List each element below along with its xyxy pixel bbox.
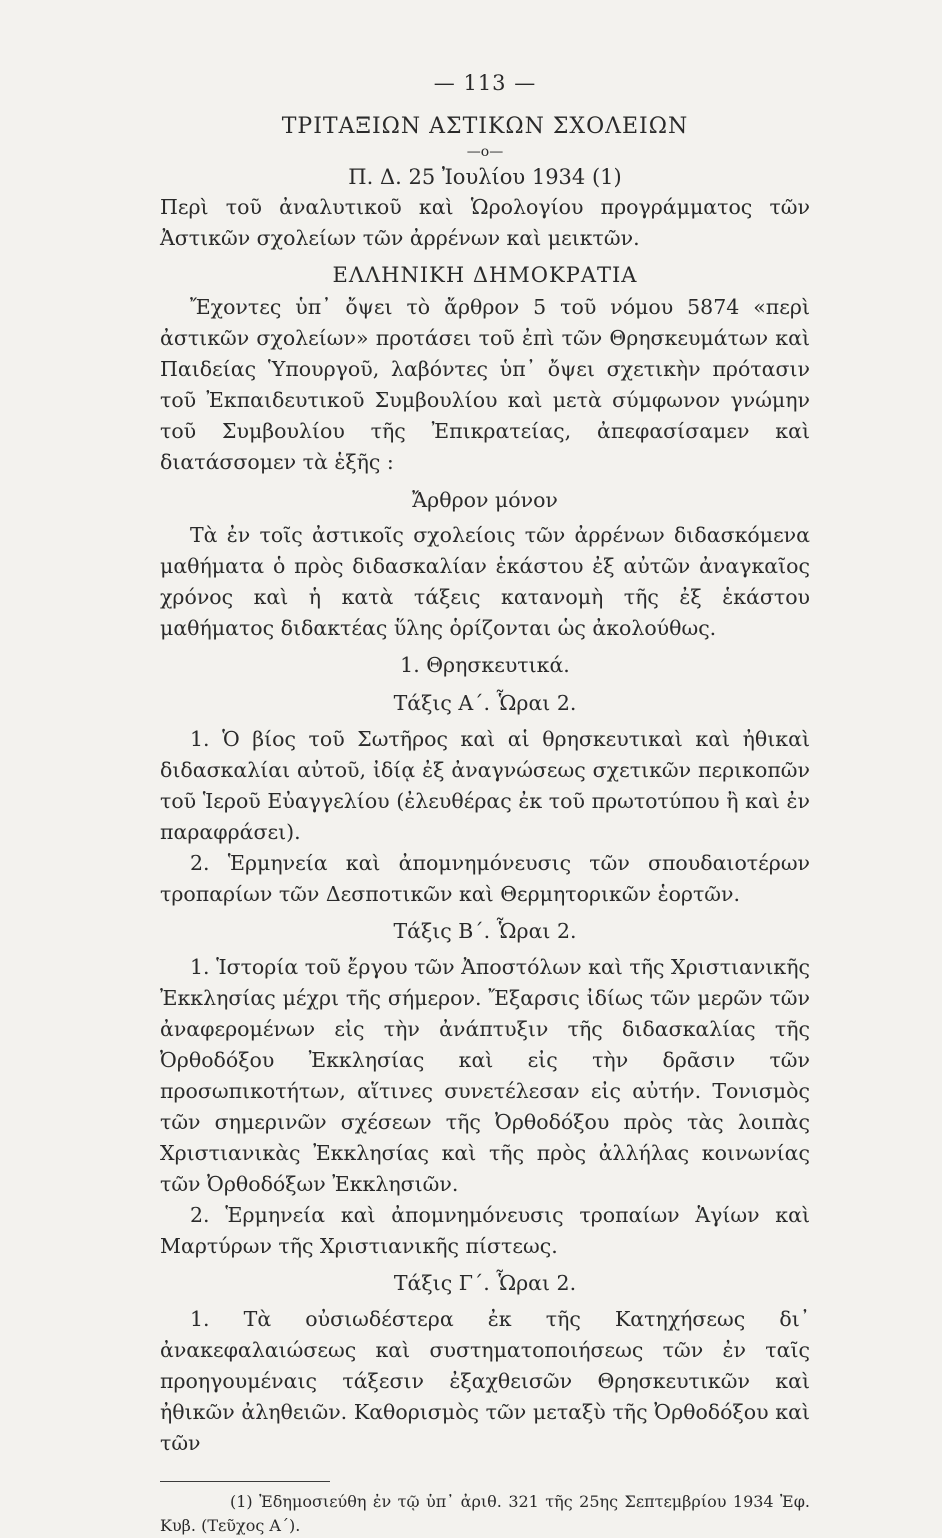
decree-subject: Περὶ τοῦ ἀναλυτικοῦ καὶ Ὡρολογίου προγράμματος τῶν Ἀστικῶν σχολείων τῶν ἀρρένων καὶ μεικτῶν.: [160, 195, 810, 250]
divider: —ο—: [466, 144, 504, 160]
class-a-item-2: 2. Ἑρμηνεία καὶ ἀπομνημόνευσις τῶν σπουδαιοτέρων τροπαρίων τῶν Δεσποτικῶν καὶ Θερμητορικῶν ἑορτῶν.: [160, 851, 810, 906]
class-a-heading: Τάξις Α΄. Ὧραι 2.: [393, 691, 577, 715]
footnote-divider: [160, 1481, 330, 1482]
article-paragraph: Τὰ ἐν τοῖς ἀστικοῖς σχολείοις τῶν ἀρρένων διδασκόμενα μαθήματα ὁ πρὸς διδασκαλίαν ἑκάστου ἐξ αὐτῶν ἀναγκαῖος χρόνος καὶ ἡ κατὰ τάξεις κατανομὴ τῆς ἐξ ἑκάστου μαθήματος διδακτέας ὕλης ὁρίζονται ὡς ἀκολούθως.: [160, 523, 810, 640]
class-c-heading: Τάξις Γ΄. Ὧραι 2.: [393, 1271, 577, 1295]
class-c-item-1: 1. Τὰ οὐσιωδέστερα ἐκ τῆς Κατηχήσεως δι᾿ ἀνακεφαλαιώσεως καὶ συστηματοποιήσεως τῶν ἐν ταῖς προηγουμέναις τάξεσιν ἐξαχθεισῶν Θρησκευτικῶν καὶ ἠθικῶν ἀληθειῶν. Καθορισμὸς τῶν μεταξὺ τῆς Ὀρθοδόξου καὶ τῶν: [160, 1307, 810, 1455]
class-b-item-1: 1. Ἱστορία τοῦ ἔργου τῶν Ἀποστόλων καὶ τῆς Χριστιανικῆς Ἐκκλησίας μέχρι τῆς σήμερον. Ἔξαρσις ἰδίως τῶν μερῶν τῶν ἀναφερομένων εἰς τὴν ἀνάπτυξιν τῆς διδασκαλίας τῆς Ὀρθοδόξου Ἐκκλησίας καὶ εἰς τὴν δρᾶσιν τῶν προσωπικοτήτων, αἵτινες συνετέλεσαν εἰς αὐτήν. Τονισμὸς τῶν σημερινῶν σχέσεων τῆς Ὀρθοδόξου πρὸς τὰς λοιπὰς Χριστιανικὰς Ἐκκλησίας καὶ τῆς πρὸς ἀλλήλας κοινωνίας τῶν Ὀρθοδόξων Ἐκκλησιῶν.: [160, 955, 810, 1196]
class-a-item-1: 1. Ὁ βίος τοῦ Σωτῆρος καὶ αἱ θρησκευτικαὶ καὶ ἠθικαὶ διδασκαλίαι αὐτοῦ, ἰδίᾳ ἐξ ἀναγνώσεως σχετικῶν περικοπῶν τοῦ Ἱεροῦ Εὐαγγελίου (ἐλευθέρας ἐκ τοῦ πρωτοτύπου ἢ καὶ ἐν παραφράσει).: [160, 727, 810, 844]
republic-heading: ΕΛΛΗΝΙΚΗ ΔΗΜΟΚΡΑΤΙΑ: [332, 263, 638, 287]
section-title: ΤΡΙΤΑΞΙΩΝ ΑΣΤΙΚΩΝ ΣΧΟΛΕΙΩΝ: [281, 114, 689, 139]
decree-reference: Π. Δ. 25 Ἰουλίου 1934 (1): [348, 165, 622, 189]
page-number: — 113 —: [433, 71, 537, 95]
class-b-item-2: 2. Ἑρμηνεία καὶ ἀπομνημόνευσις τροπαίων Ἁγίων καὶ Μαρτύρων τῆς Χριστιανικῆς πίστεως.: [160, 1203, 810, 1258]
class-b-heading: Τάξις Β΄. Ὧραι 2.: [393, 919, 577, 943]
footnote: (1) Ἐδημοσιεύθη ἐν τῷ ὑπ᾿ ἀριθ. 321 τῆς 25ης Σεπτεμβρίου 1934 Ἐφ. Κυβ. (Τεῦχος Α΄).: [160, 1492, 810, 1535]
article-heading: Ἄρθρον μόνον: [412, 488, 558, 512]
text-column: [160, 68, 810, 1538]
preamble-paragraph: Ἔχοντες ὑπ᾿ ὄψει τὸ ἄρθρον 5 τοῦ νόμου 5874 «περὶ ἀστικῶν σχολείων» προτάσει τοῦ ἐπὶ τῶν Θρησκευμάτων καὶ Παιδείας Ὑπουργοῦ, λαβόντες ὑπ᾿ ὄψει σχετικὴν πρότασιν τοῦ Ἐκπαιδευτικοῦ Συμβουλίου καὶ μετὰ σύμφωνον γνώμην τοῦ Συμβουλίου τῆς Ἐπικρατείας, ἀπεφασίσαμεν καὶ διατάσσομεν τὰ ἑξῆς :: [160, 295, 810, 474]
subject-heading: 1. Θρησκευτικά.: [400, 653, 570, 677]
